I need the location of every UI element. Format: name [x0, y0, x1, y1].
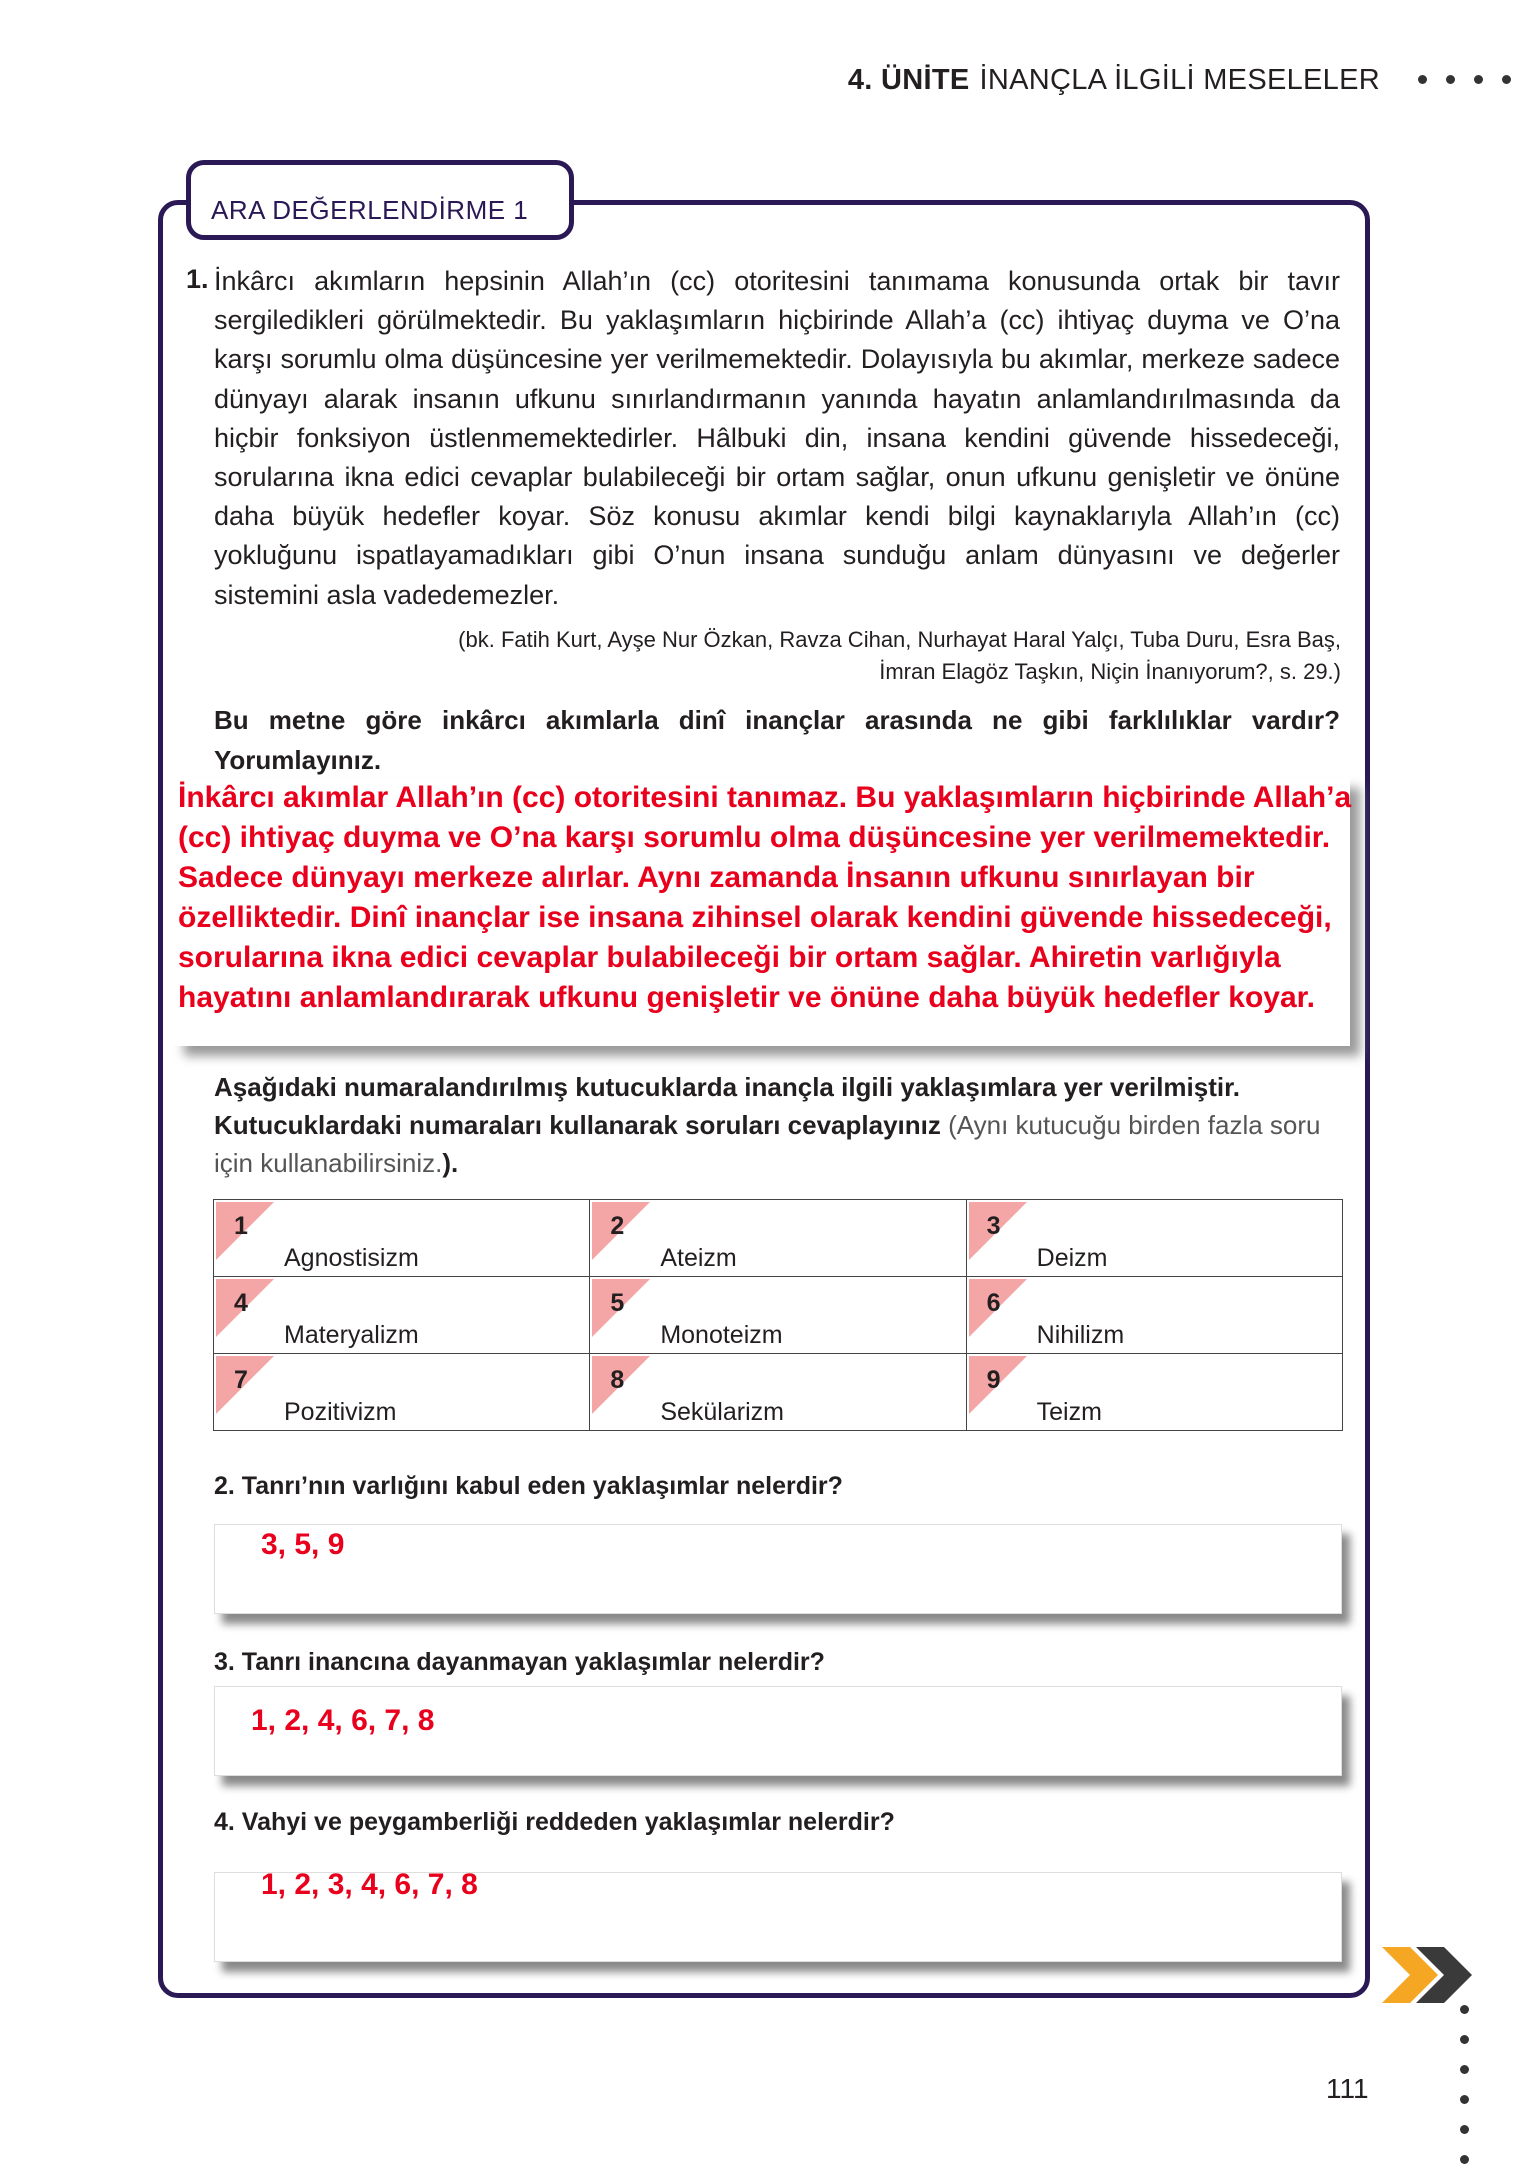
question-2-prompt: 2. Tanrı’nın varlığını kabul eden yaklaşımlar nelerdir?	[214, 1472, 843, 1500]
unit-number: 4. ÜNİTE	[847, 64, 970, 96]
concept-number: 3	[986, 1212, 1001, 1240]
concept-number: 1	[234, 1212, 248, 1240]
citation-line-1: (bk. Fatih Kurt, Ayşe Nur Özkan, Ravza Cihan, Nurhayat Haral Yalçı, Tuba Duru, Esra Baş,	[458, 627, 1341, 652]
concept-cell	[590, 1200, 966, 1277]
instruction-bold: Aşağıdaki numaralandırılmış kutucuklarda inançla ilgili yaklaşımlara yer verilmiştir. Kutucuklardaki numaraları kullanarak soruları cevaplayınız	[214, 1072, 1241, 1140]
concept-number: 2	[610, 1212, 625, 1240]
instruction-end: ).	[442, 1148, 459, 1178]
concepts-table	[213, 1199, 1343, 1431]
header-dots	[1418, 70, 1528, 90]
concept-cell	[590, 1277, 966, 1354]
section-tab: ARA DEĞERLENDİRME 1	[186, 160, 574, 240]
concept-name: Deizm	[1036, 1244, 1108, 1272]
citation-line-2: İmran Elagöz Taşkın, Niçin İnanıyorum?, s. 29.)	[879, 659, 1341, 684]
question-1-passage: İnkârcı akımların hepsinin Allah’ın (cc) otoritesini tanımama konusunda ortak bir tavır sergiledikleri görülmektedir. Bu yaklaşımların hiçbirinde Allah’a (cc) ihtiyaç duyma ve O’na karşı sorumlu olma düşüncesine yer verilmemektedir. Dolayısıyla bu akımlar, merkeze sadece dünyayı alarak insanın ufkunu sınırlandırmanın yanında hayatın anlamlandırılmasında da hiçbir fonksiyon üstlenmemektedirler. Hâlbuki din, insana kendini güvende hissedeceği, sorularına ikna edici cevaplar bulabileceği bir ortam sağlar, onun ufkunu genişletir ve önüne daha büyük hedefler koyar. Söz konusu akımlar kendi bilgi kaynaklarıyla Allah’ın (cc) yokluğunu ispatlayamadıkları gibi O’nun insana sunduğu anlam dünyasını ve değerler sistemini asla vadedemezler.	[214, 266, 1340, 610]
next-chevron-icon	[1380, 1945, 1480, 2005]
concept-number: 5	[610, 1289, 625, 1317]
concept-cell	[214, 1354, 590, 1431]
concept-name: Teizm	[1036, 1398, 1102, 1426]
table-instruction	[214, 1068, 1342, 1182]
question-2-answer: 3, 5, 9	[261, 1528, 345, 1561]
concept-name: Monoteizm	[660, 1321, 783, 1349]
concept-number: 9	[986, 1366, 1001, 1394]
concept-number: 8	[610, 1366, 625, 1394]
concept-number: 7	[234, 1366, 248, 1394]
concept-cell	[214, 1200, 590, 1277]
question-3-answer: 1, 2, 4, 6, 7, 8	[251, 1704, 435, 1737]
concept-number: 6	[986, 1289, 1001, 1317]
page-number: 111	[1326, 2073, 1369, 2104]
concept-name: Materyalizm	[284, 1321, 419, 1349]
instruction-note: (Aynı kutucuğu birden fazla soru için kullanabilirsiniz.	[214, 1110, 1321, 1178]
concept-name: Agnostisizm	[284, 1244, 419, 1272]
question-2-answer-box[interactable]	[214, 1524, 1342, 1614]
concept-cell	[966, 1354, 1342, 1431]
question-4-answer: 1, 2, 3, 4, 6, 7, 8	[261, 1868, 478, 1901]
question-4-prompt: 4. Vahyi ve peygamberliği reddeden yaklaşımlar nelerdir?	[214, 1808, 895, 1836]
concept-name: Ateizm	[660, 1244, 737, 1272]
concept-number: 4	[234, 1289, 248, 1317]
question-1-number: 1.	[186, 264, 209, 294]
concept-name: Nihilizm	[1036, 1321, 1125, 1349]
concept-cell	[590, 1354, 966, 1431]
unit-header	[848, 64, 1380, 97]
citation	[458, 624, 1341, 688]
concept-name: Sekülarizm	[660, 1398, 784, 1426]
concept-cell	[966, 1200, 1342, 1277]
concept-cell	[966, 1277, 1342, 1354]
question-3-prompt: 3. Tanrı inancına dayanmayan yaklaşımlar nelerdir?	[214, 1648, 825, 1676]
question-1-prompt: Bu metne göre inkârcı akımlarla dinî inançlar arasında ne gibi farklılıklar vardır? Yorumlayınız.	[214, 705, 1340, 775]
footer-dots	[1455, 2005, 1475, 2165]
unit-title: İNANÇLA İLGİLİ MESELELER	[979, 64, 1380, 96]
concept-cell	[214, 1277, 590, 1354]
question-1-answer: İnkârcı akımlar Allah’ın (cc) otoritesini tanımaz. Bu yaklaşımların hiçbirinde Allah’a (cc) ihtiyaç duyma ve O’na karşı sorumlu olma düşüncesine yer verilmemektedir. Sadece dünyayı merkeze alırlar. Aynı zamanda İnsanın ufkunu sınırlayan bir özelliktedir. Dinî inançlar ise insana zihinsel olarak kendini güvende hissedeceği, sorularına ikna edici cevaplar bulabileceği bir ortam sağlar. Ahiretin varlığıyla hayatını anlamlandırarak ufkunu genişletir ve önüne daha büyük hedefler koyar.	[178, 781, 1352, 1014]
concept-name: Pozitivizm	[284, 1398, 397, 1426]
